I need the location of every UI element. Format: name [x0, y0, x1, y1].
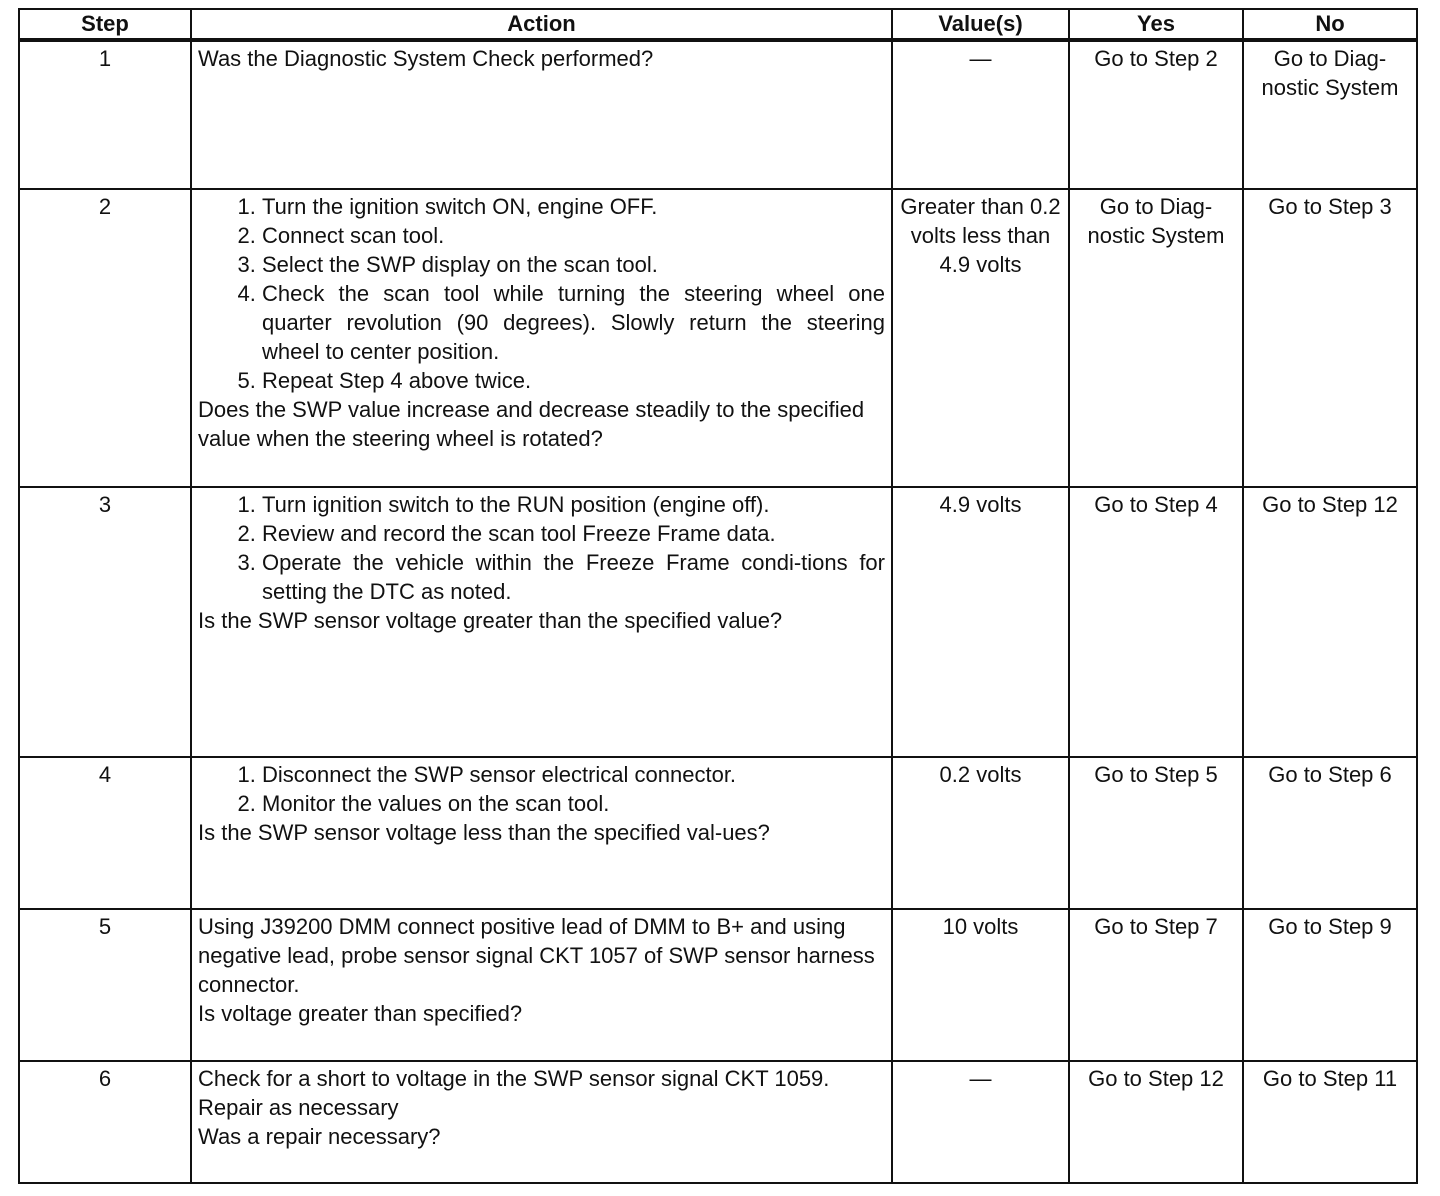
procedure-list: [198, 192, 885, 395]
header-row: [19, 9, 1417, 40]
table-row: [19, 40, 1417, 189]
action-cell: [191, 189, 892, 487]
value-cell: 4.9 volts: [892, 487, 1069, 757]
no-cell: Go to Step 9: [1243, 909, 1417, 1061]
action-question: Was a repair necessary?: [198, 1124, 441, 1149]
action-cell: [191, 487, 892, 757]
action-question: Does the SWP value increase and decrease steadily to the specified value when the steering wheel is rotated?: [198, 397, 865, 451]
step-number: 4: [19, 757, 191, 909]
value-cell: —: [892, 40, 1069, 189]
action-cell: [191, 1061, 892, 1183]
action-cell: [191, 757, 892, 909]
procedure-step: 5. Repeat Step 4 above twice.: [262, 366, 885, 395]
no-cell: Go to Step 12: [1243, 487, 1417, 757]
diagnostic-table: [18, 8, 1418, 1184]
yes-cell: Go to Step 2: [1069, 40, 1243, 189]
step-number: 1: [19, 40, 191, 189]
table-row: [19, 487, 1417, 757]
procedure-step: 4. Check the scan tool while turning the steering wheel one quarter revolution (90 degrees). Slowly return the steering wheel to center position.: [262, 279, 885, 366]
procedure-step: 2. Review and record the scan tool Freeze Frame data.: [262, 519, 885, 548]
yes-cell: Go to Step 4: [1069, 487, 1243, 757]
no-cell: Go to Step 3: [1243, 189, 1417, 487]
yes-cell: Go to Step 7: [1069, 909, 1243, 1061]
step-number: 2: [19, 189, 191, 487]
action-text: Check for a short to voltage in the SWP sensor signal CKT 1059. Repair as necessary: [198, 1066, 830, 1120]
yes-cell: Go to Step 12: [1069, 1061, 1243, 1183]
procedure-step: 1. Turn ignition switch to the RUN position (engine off).: [262, 490, 885, 519]
step-number: 5: [19, 909, 191, 1061]
header-values: Value(s): [892, 9, 1069, 40]
header-no: No: [1243, 9, 1417, 40]
table-row: [19, 757, 1417, 909]
procedure-step: 1. Turn the ignition switch ON, engine OFF.: [262, 192, 885, 221]
table-row: [19, 1061, 1417, 1183]
header-action: Action: [191, 9, 892, 40]
header-step: Step: [19, 9, 191, 40]
yes-cell: Go to Diag-nostic System: [1069, 189, 1243, 487]
value-cell: 0.2 volts: [892, 757, 1069, 909]
action-question: Is the SWP sensor voltage less than the specified val-ues?: [198, 820, 770, 845]
value-cell: —: [892, 1061, 1069, 1183]
action-text: Was the Diagnostic System Check performed?: [198, 46, 654, 71]
yes-cell: Go to Step 5: [1069, 757, 1243, 909]
value-cell: 10 volts: [892, 909, 1069, 1061]
step-number: 6: [19, 1061, 191, 1183]
value-cell: Greater than 0.2 volts less than 4.9 volts: [892, 189, 1069, 487]
header-yes: Yes: [1069, 9, 1243, 40]
action-cell: [191, 909, 892, 1061]
table-row: [19, 189, 1417, 487]
procedure-list: [198, 490, 885, 606]
procedure-step: 3. Select the SWP display on the scan tool.: [262, 250, 885, 279]
table-row: [19, 909, 1417, 1061]
step-number: 3: [19, 487, 191, 757]
procedure-step: 1. Disconnect the SWP sensor electrical connector.: [262, 760, 885, 789]
procedure-list: [198, 760, 885, 818]
no-cell: Go to Step 6: [1243, 757, 1417, 909]
action-cell: [191, 40, 892, 189]
no-cell: Go to Step 11: [1243, 1061, 1417, 1183]
procedure-step: 3. Operate the vehicle within the Freeze Frame condi-tions for setting the DTC as noted.: [262, 548, 885, 606]
procedure-step: 2. Connect scan tool.: [262, 221, 885, 250]
procedure-step: 2. Monitor the values on the scan tool.: [262, 789, 885, 818]
action-text: Using J39200 DMM connect positive lead of DMM to B+ and using negative lead, probe sensor signal CKT 1057 of SWP sensor harness connector.: [198, 914, 875, 997]
action-question: Is the SWP sensor voltage greater than the specified value?: [198, 608, 783, 633]
no-cell: Go to Diag-nostic System: [1243, 40, 1417, 189]
action-question: Is voltage greater than specified?: [198, 1001, 523, 1026]
